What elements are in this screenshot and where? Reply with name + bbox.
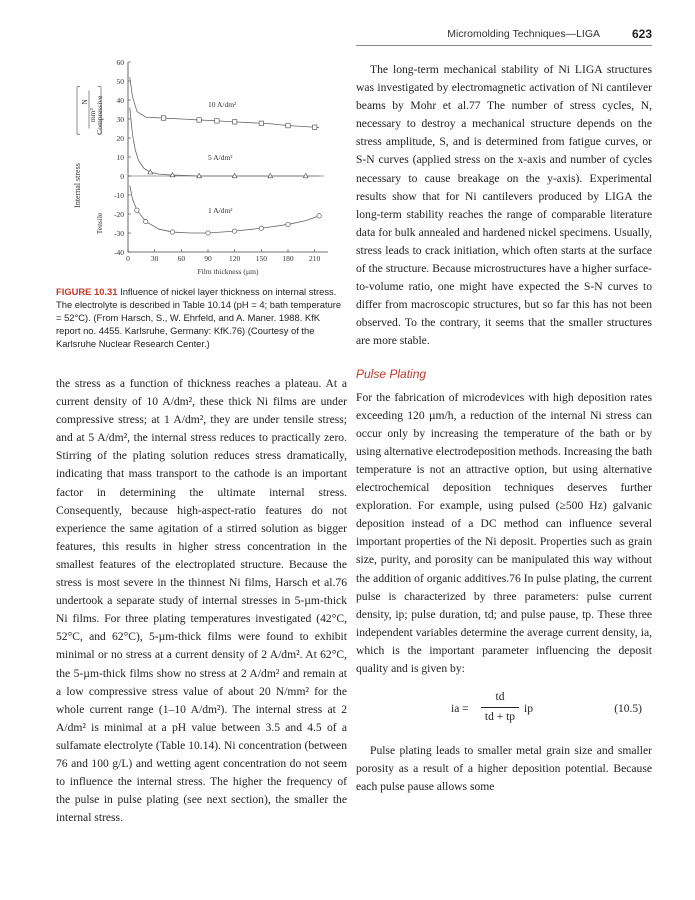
data-point-circle [135,208,139,212]
equation-rhs: ip [524,703,533,716]
y-tick-label: -40 [114,248,124,257]
data-point-square [232,120,236,124]
x-tick-label: 90 [204,254,212,263]
data-point-triangle [148,170,153,174]
left-paragraph: the stress as a function of thickness reaches a plateau. At a current density of 10 A/dm², these thick Ni films are under compressive stress; at 1 A/dm², they are under tensile stress; and at 5 A/dm², the internal stress reduces to practically zero. Stirring of the plating solution reduces stress dramatically, indicating that mass transport to the cathode is an important factor in determining the ultimate internal stress. Consequently, because high-aspect-ratio features do not experience the same agitation of a stirred solution as bigger features, this results in higher stress concentration in the smallest features of the electroplated structure. Because the stress is most severe in the thinnest Ni films, Harsch et al.76 undertook a separate study of internal stresses in 5-µm-thick Ni films. For three plating temperatures investigated (42°C, 52°C, and 62°C), 5-µm-thick films were found to exhibit minimal or no stress at a current density of 2 A/dm². At 62°C, the 5-µm-thick films show no stress at 2 A/dm² and remain at a low compressive stress value of about 20 N/mm² for the whole current range (1–10 A/dm²). The internal stress at 2 A/dm² is minimal at a pH value between 3.5 and 4.5 of a sulfamate electrolyte (Table 10.14). Ni concentration (between 76 and 100 g/L) and wetting agent concentration do not seem to influence the internal stress. The higher the frequency of the pulse in pulse plating (see next section), the smaller the internal stress. [56,377,347,825]
data-point-circle [206,231,210,235]
y-axis-compressive-label: Compressive [95,95,104,135]
right-paragraph-1: The long-term mechanical stability of Ni LIGA structures was investigated by electromagnetic activation of Ni cantilever beams by Mohr et al.77 The number of stress cycles, N, necessary to destroy a mechanical structure depends on the stress amplitude, S, and is determined from fatigue curves, or S-N curves (applied stress on the x-axis and number of cycles necessary to cause breakage on the y-axis). Experimental results show that for Ni cantilevers produced by LIGA the long-term stability reaches the range of comparable literature data for bulk annealed and hardened nickel specimens. Usually, stress leads to crack initiation, which often starts at the surface of the structure. Because microstructures have a higher surface-to-volume ratio, one might have expected the S-N curves to differ from macroscopic structures, but so far this has not been observed. To the contrary, it seems that the smaller structures are more stable. [356,63,652,348]
header-rule [356,45,652,46]
equation-10-5 [356,686,652,732]
y-tick-label: -20 [114,210,124,219]
y-unit-numerator: N [80,99,89,105]
data-point-circle [170,230,174,234]
data-point-circle [317,214,321,218]
series-label: 1 A/dm² [208,206,233,216]
x-tick-label: 150 [255,254,267,263]
figure-caption [56,285,346,350]
data-point-square [197,118,201,122]
equation-number: (10.5) [614,703,642,716]
data-point-square [259,121,263,125]
caption-text: Influence of nickel layer thickness on internal stress. The electrolyte is described in Table 10.14 (pH = 4; bath temperature = 52°C). (From Harsch, S., W. Ehrfeld, and A. Maner. 1988. KfK report no. 4455. Karlsruhe, Germany: KfK.76) (Courtesy of the Karlsruhe Nuclear Research Center.) [56,286,342,349]
y-tick-label: 10 [116,153,124,162]
x-tick-label: 30 [150,254,159,263]
data-point-square [286,123,290,127]
left-column [56,375,347,827]
y-tick-label: -10 [114,191,124,200]
y-tick-label: -30 [114,229,124,238]
y-tick-label: 30 [116,115,124,124]
x-tick-label: 0 [126,254,130,263]
page-number: 623 [631,27,652,41]
y-axis-label: Internal stress [73,163,82,208]
y-unit-bracket-top [77,87,80,135]
data-point-circle [286,222,290,226]
y-tick-label: 50 [116,77,124,86]
section-heading-pulse-plating: Pulse Plating [356,366,427,381]
y-tick-label: 60 [116,58,124,67]
figure-label: FIGURE 10.31 [56,286,118,297]
y-tick-label: 0 [120,172,124,181]
equation-fraction [481,688,519,726]
x-axis-label: Film thickness (µm) [197,267,259,276]
data-point-circle [259,226,263,230]
stress-chart [56,52,348,282]
series-label: 10 A/dm² [208,99,237,109]
y-axis-tensile-label: Tensile [95,212,104,235]
x-tick-label: 180 [282,254,294,263]
data-point-square [161,116,165,120]
x-tick-label: 60 [177,254,186,263]
equation-numerator: td [481,688,519,708]
right-column [356,61,652,796]
x-tick-label: 210 [309,254,321,263]
right-paragraph-2: For the fabrication of microdevices with high deposition rates exceeding 120 µm/h, a reduction of the internal Ni stress can occur only by increasing the temperature of the bath or by using alternative electrodeposition methods. Increasing the bath temperature is not an attractive option, but using alternative electrochemical deposition techniques deserves further exploration. For example, using pulsed (≥500 Hz) galvanic deposition instead of a DC method can influence several important properties of the Ni deposit. Properties such as grain size, purity, and porosity can be manipulated this way without the addition of organic additives.76 In pulse plating, the current pulse is characterized by three parameters: pulse current density, ip; pulse duration, td; and pulse pause, tp. These three independent variables determine the average current density, ia, which is the important parameter influencing the deposit quality and is given by: [356,390,652,675]
y-tick-label: 20 [116,134,124,143]
right-paragraph-3: Pulse plating leads to smaller metal grain size and smaller porosity as a result of a higher deposition potential. Because each pulse pause allows some [356,744,652,794]
data-point-square [312,125,316,129]
equation-denominator: td + tp [484,711,516,724]
running-title: Micromolding Techniques—LIGA [447,28,600,40]
y-tick-label: 40 [116,96,124,105]
data-point-square [215,119,219,123]
x-tick-label: 120 [229,254,241,263]
series-label: 5 A/dm² [208,153,233,162]
data-point-circle [144,219,148,223]
y-unit-denominator: mm² [88,108,97,123]
equation-lhs: ia = [451,703,469,716]
data-point-circle [232,229,236,233]
